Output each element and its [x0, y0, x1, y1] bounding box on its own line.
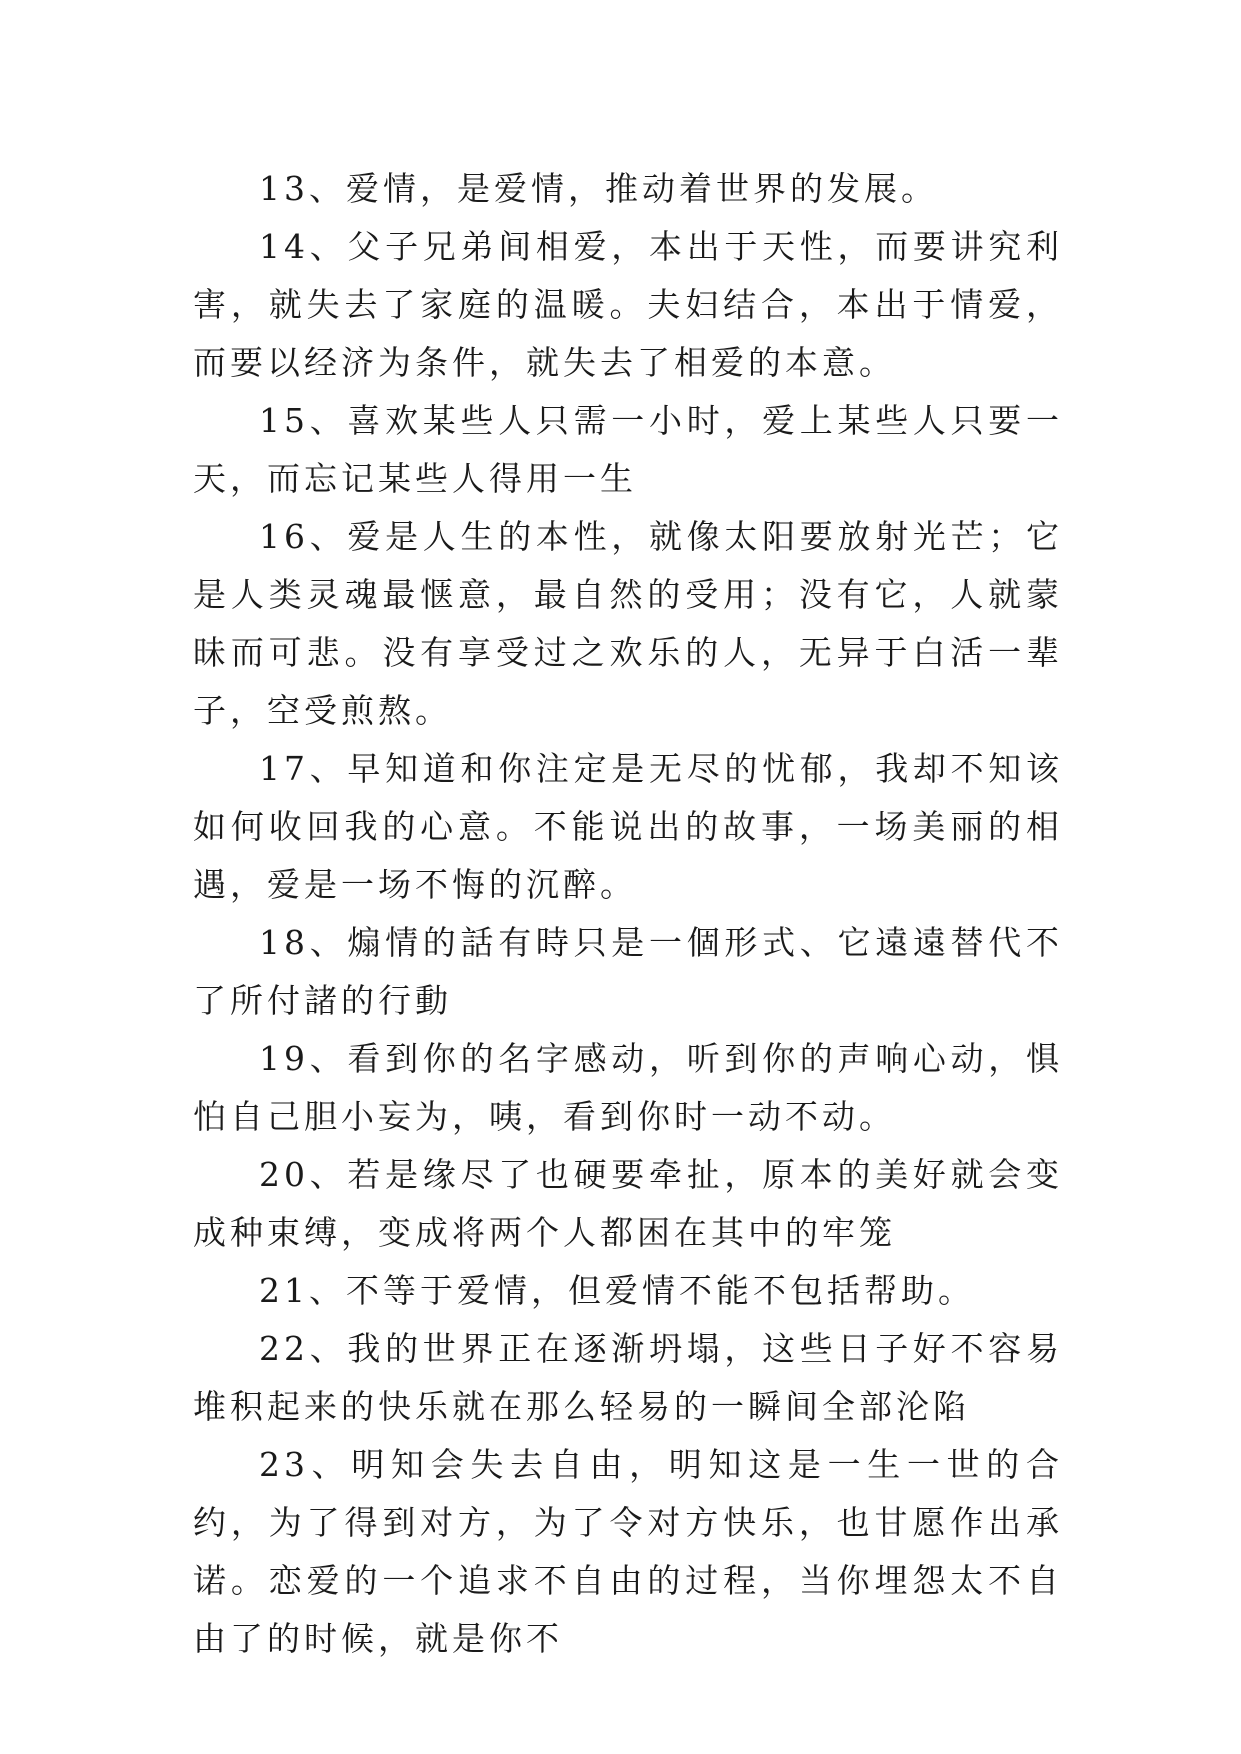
paragraph-16: 16、爱是人生的本性，就像太阳要放射光芒；它是人类灵魂最惬意，最自然的受用；没有它，人就蒙昧而可悲。没有享受过之欢乐的人，无异于白活一辈子，空受煎熬。 — [193, 517, 1063, 730]
paragraph-23: 23、明知会失去自由，明知这是一生一世的合约，为了得到对方，为了令对方快乐，也甘愿作出承诺。恋爱的一个追求不自由的过程，当你埋怨太不自由了的时候，就是你不 — [193, 1445, 1063, 1658]
paragraph-22: 22、我的世界正在逐渐坍塌，这些日子好不容易堆积起来的快乐就在那么轻易的一瞬间全部沦陷 — [193, 1329, 1063, 1426]
paragraph-14: 14、父子兄弟间相爱，本出于天性，而要讲究利害，就失去了家庭的温暖。夫妇结合，本出于情爱，而要以经济为条件，就失去了相爱的本意。 — [193, 227, 1063, 382]
document-body — [193, 160, 1063, 1668]
paragraph-21: 21、不等于爱情，但爱情不能不包括帮助。 — [259, 1271, 975, 1310]
paragraph-20: 20、若是缘尽了也硬要牵扯，原本的美好就会变成种束缚，变成将两个人都困在其中的牢笼 — [193, 1155, 1063, 1252]
paragraph-15: 15、喜欢某些人只需一小时，爱上某些人只要一天，而忘记某些人得用一生 — [193, 401, 1063, 498]
paragraph-18: 18、煽情的話有時只是一個形式、它遠遠替代不了所付諸的行動 — [193, 923, 1063, 1020]
paragraph-19: 19、看到你的名字感动，听到你的声响心动，惧怕自己胆小妄为，咦，看到你时一动不动。 — [193, 1039, 1063, 1136]
paragraph-13: 13、爱情，是爱情，推动着世界的发展。 — [259, 169, 938, 208]
paragraph-17: 17、早知道和你注定是无尽的忧郁，我却不知该如何收回我的心意。不能说出的故事，一场美丽的相遇，爱是一场不悔的沉醉。 — [193, 749, 1063, 904]
